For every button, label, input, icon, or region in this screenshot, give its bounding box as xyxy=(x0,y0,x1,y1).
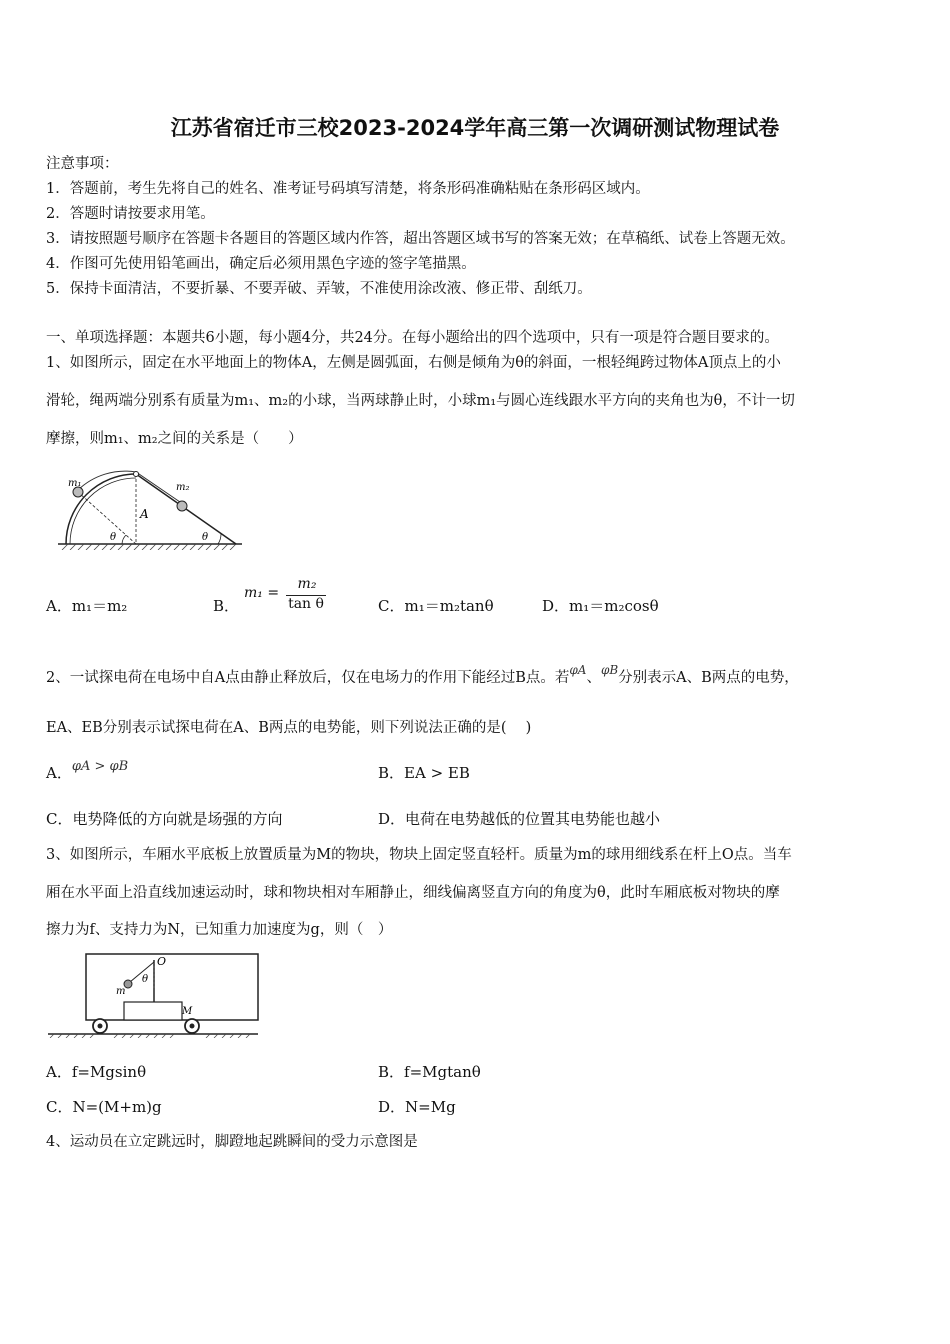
label-m: m xyxy=(116,986,126,997)
q1-option-d[interactable]: D．m₁＝m₂cosθ xyxy=(542,597,659,615)
notice-item: 3．请按照题号顺序在答题卡各题目的答题区域内作答，超出答题区域书写的答案无效；在草稿纸、试卷上答题无效。 xyxy=(46,231,795,247)
q2-option-c[interactable]: C．电势降低的方向就是场强的方向 xyxy=(46,810,283,828)
q3-option-b[interactable]: B．f=Mgtanθ xyxy=(378,1063,481,1081)
formula-denominator: tan θ xyxy=(288,596,324,612)
q2-option-a-expr: φA > φB xyxy=(71,759,129,774)
question-2-line-1 xyxy=(46,663,799,687)
ball-m2 xyxy=(177,501,187,511)
question-1-line-2: 滑轮，绳两端分别系有质量为m₁、m₂的小球，当两球静止时，小球m₁与圆心连线跟水平方向的夹角也为θ，不计一切 xyxy=(46,393,795,409)
section-heading: 一、单项选择题：本题共6小题，每小题4分，共24分。在每小题给出的四个选项中，只有一项是符合题目要求的。 xyxy=(46,330,779,346)
notice-item: 5．保持卡面清洁，不要折暴、不要弄破、弄皱，不准使用涂改液、修正带、刮纸刀。 xyxy=(46,281,592,297)
label-theta-right: θ xyxy=(202,532,209,543)
notice-item: 4．作图可先使用铅笔画出，确定后必须用黑色字迹的签字笔描黑。 xyxy=(46,256,476,272)
q2-option-a-label: A． xyxy=(46,764,72,782)
question-3-line-1: 3、如图所示，车厢水平底板上放置质量为M的物块，物块上固定竖直轻杆。质量为m的球用细线系在杆上O点。当车 xyxy=(46,847,792,863)
label-A: A xyxy=(140,507,149,521)
question-1-line-1: 1、如图所示，固定在水平地面上的物体A，左侧是圆弧面，右侧是倾角为θ的斜面，一根轻绳跨过物体A顶点上的小 xyxy=(46,355,781,371)
question-3-line-2: 厢在水平面上沿直线加速运动时，球和物块相对车厢静止，细线偏离竖直方向的角度为θ，此时车厢底板对物块的摩 xyxy=(46,885,780,901)
label-O: O xyxy=(157,955,167,968)
page-title: 江苏省宿迁市三校2023-2024学年高三第一次调研测试物理试卷 xyxy=(170,116,780,140)
q3-option-d[interactable]: D．N=Mg xyxy=(378,1098,456,1116)
question-4-line-1: 4、运动员在立定跳远时，脚蹬地起跳瞬间的受力示意图是 xyxy=(46,1134,418,1150)
label-theta: θ xyxy=(142,974,149,985)
q3-option-c[interactable]: C．N=(M+m)g xyxy=(46,1098,162,1116)
q2-option-d[interactable]: D．电荷在电势越低的位置其电势能也越小 xyxy=(378,810,661,828)
q2-option-b[interactable]: B．EA > EB xyxy=(378,764,470,782)
notice-item: 2．答题时请按要求用笔。 xyxy=(46,206,215,222)
question-1-figure xyxy=(56,468,246,550)
q2-phiB: φB xyxy=(600,663,619,677)
q3-option-a[interactable]: A．f=Mgsinθ xyxy=(46,1063,147,1081)
notice-item: 1．答题前，考生先将自己的姓名、准考证号码填写清楚，将条形码准确粘贴在条形码区域内。 xyxy=(46,181,650,197)
q1-option-b[interactable] xyxy=(213,595,239,616)
label-m2: m₂ xyxy=(176,482,190,493)
q2-text-b: 分别表示A、B两点的电势， xyxy=(618,670,799,686)
notice-heading: 注意事项： xyxy=(46,156,119,172)
q1-option-b-label: B． xyxy=(213,597,240,615)
label-m1: m₁ xyxy=(68,478,82,489)
question-1-line-3: 摩擦，则m₁、m₂之间的关系是（ ） xyxy=(46,431,303,447)
q2-text-a: 2、一试探电荷在电场中自A点由静止释放后，仅在电场力的作用下能经过B点。若 xyxy=(46,670,570,686)
label-theta-left: θ xyxy=(110,532,117,543)
q2-phiA: φA xyxy=(569,663,587,677)
formula-lhs: m₁ = xyxy=(244,585,280,601)
q1-option-a[interactable]: A．m₁＝m₂ xyxy=(46,597,128,615)
q2-sep: 、 xyxy=(586,670,601,686)
q1-option-c[interactable]: C．m₁＝m₂tanθ xyxy=(378,597,494,615)
question-2-line-2: EA、EB分别表示试探电荷在A、B两点的电势能，则下列说法正确的是( ) xyxy=(46,720,532,736)
formula-numerator: m₂ xyxy=(297,576,317,592)
question-3-figure xyxy=(48,950,260,1038)
q2-option-a[interactable] xyxy=(46,759,129,783)
question-3-line-3: 擦力为f、支持力为N，已知重力加速度为g，则（ ） xyxy=(46,922,393,938)
label-M: M xyxy=(182,1006,193,1017)
